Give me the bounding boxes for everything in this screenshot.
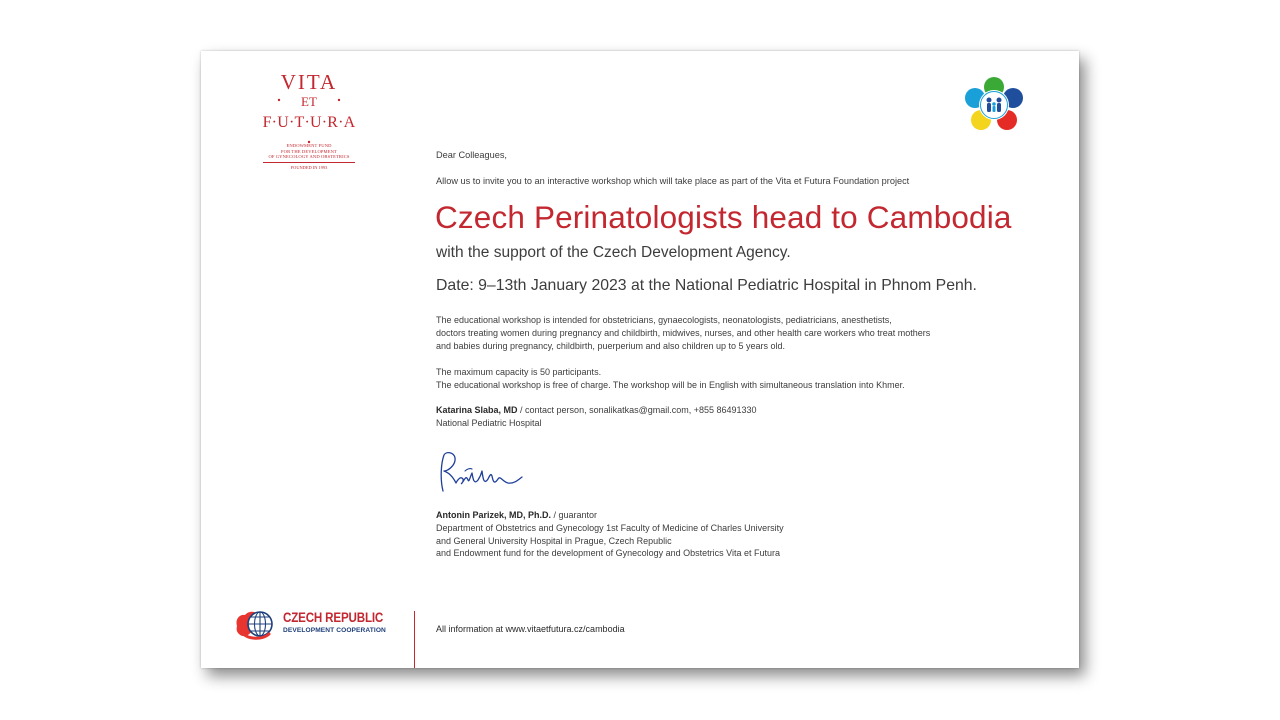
event-date: Date: 9–13th January 2023 at the National Pediatric Hospital in Phnom Penh. (436, 277, 977, 294)
paragraph-line: The educational workshop is free of charge. The workshop will be in English with simultaneous translation into Khmer. (436, 379, 905, 390)
guarantor-line (436, 509, 784, 522)
contact-line (436, 404, 757, 417)
invitation-intro: Allow us to invite you to an interactive workshop which will take place as part of the Vita et Futura Foundation project (436, 176, 910, 186)
audience-paragraph (436, 314, 930, 352)
guarantor-name: Antonin Parizek, MD, Ph.D. (436, 510, 552, 520)
greeting: Dear Colleagues, (436, 150, 507, 160)
contact-details: / contact person, sonalikatkas@gmail.com, +855 86491330 (517, 405, 757, 415)
guarantor-affiliation-line: and Endowment fund for the development of Gynecology and Obstetrics Vita et Futura (436, 548, 781, 559)
vita-caption-line: ENDOWMENT FUND (286, 143, 332, 148)
vita-text: VITA (280, 70, 338, 94)
vita-caption-line: OF GYNECOLOGY AND OBSTETRICS (268, 154, 350, 160)
vita-caption-rule (263, 162, 355, 163)
guarantor-role: / guarantor (551, 510, 598, 520)
children-flower-icon (963, 76, 1025, 134)
paragraph-line: and babies during pregnancy, childbirth, puerperium and also children up to 5 years old. (436, 340, 786, 351)
footer-divider (414, 611, 415, 668)
cz-title: CZECH REPUBLIC (283, 610, 384, 625)
guarantor-affiliation-line: Department of Obstetrics and Gynecology 1st Faculty of Medicine of Charles University (436, 522, 784, 533)
paragraph-line: The educational workshop is intended for obstetricians, gynaecologists, neonatologists, pediatricians, anesthetists, (436, 315, 892, 325)
paragraph-line: doctors treating women during pregnancy and childbirth, midwives, nurses, and other health care workers who treat mothers (436, 327, 931, 338)
footer-info-link: All information at www.vitaetfutura.cz/cambodia (436, 624, 625, 634)
contact-org: National Pediatric Hospital (436, 417, 542, 428)
guarantor-block (436, 509, 784, 560)
vita-caption (259, 143, 359, 160)
vita-caption-line: FOR THE DEVELOPMENT (281, 148, 337, 154)
cz-subtitle: DEVELOPMENT COOPERATION (283, 627, 386, 634)
paragraph-line: The maximum capacity is 50 participants. (436, 367, 602, 377)
futura-text: F·U·T·U·R·A (262, 114, 356, 131)
vita-et-futura-logo (259, 69, 359, 181)
et-text: ET (301, 94, 317, 109)
guarantor-affiliation-line: and General University Hospital in Prague, Czech Republic (436, 535, 672, 546)
capacity-paragraph (436, 366, 905, 392)
contact-name: Katarina Slaba, MD (436, 405, 518, 415)
vita-founded: FOUNDED IN 1993 (290, 164, 328, 170)
page-title: Czech Perinatologists head to Cambodia (435, 199, 1012, 235)
invitation-page (201, 51, 1079, 668)
signature (434, 449, 524, 501)
czech-development-cooperation-logo (233, 606, 393, 644)
subtitle: with the support of the Czech Development Agency. (436, 244, 791, 261)
contact-block (436, 404, 757, 430)
globe-hand-icon (233, 606, 279, 642)
